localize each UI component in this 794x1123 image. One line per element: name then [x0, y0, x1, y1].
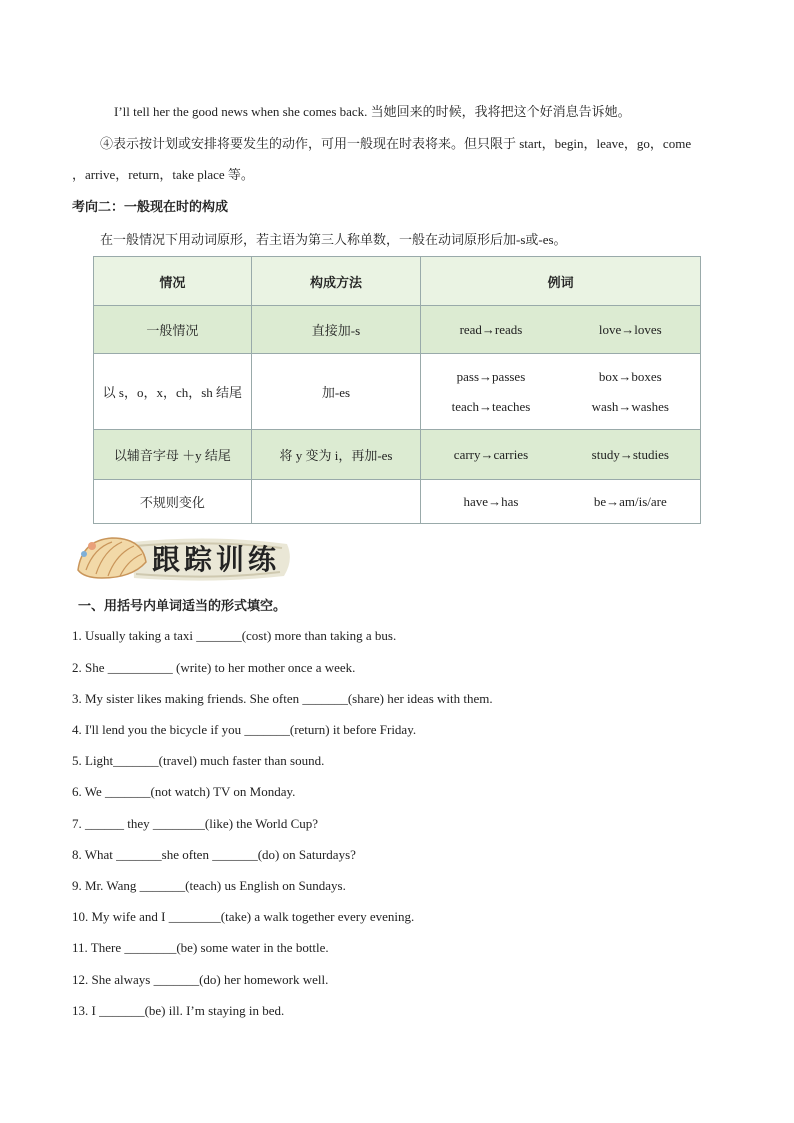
example-word: teach→teaches [451, 398, 531, 414]
row-method: 将 y 变为 i，再加-es [251, 430, 421, 480]
rule-4-line-2: ，arrive，return，take place 等。 [72, 167, 254, 182]
table-row [94, 306, 701, 354]
row-case: 不规则变化 [94, 480, 252, 524]
example-word: carry→carries [453, 446, 529, 462]
example-word: have→has [463, 493, 519, 509]
exercise-item: 10. My wife and I ________(take) a walk together every evening. [72, 909, 415, 924]
header-case: 情况 [94, 257, 252, 306]
row-examples [421, 354, 701, 430]
example-word: be→am/is/are [593, 493, 667, 509]
exercise-item: 5. Light_______(travel) much faster than sound. [72, 753, 325, 768]
exercise-item: 1. Usually taking a taxi _______(cost) more than taking a bus. [72, 628, 397, 643]
exercise-item: 2. She __________ (write) to her mother once a week. [72, 660, 356, 675]
exercise-item: 8. What _______she often _______(do) on Saturdays? [72, 847, 356, 862]
exercise-item: 12. She always _______(do) her homework well. [72, 972, 329, 987]
table-row [94, 480, 701, 524]
example-word: pass→passes [456, 368, 526, 384]
row-case: 以 s，o，x，ch，sh 结尾 [94, 354, 252, 430]
row-case: 以辅音字母 ＋y 结尾 [94, 430, 252, 480]
exercise-heading: 一、用括号内单词适当的形式填空。 [78, 599, 287, 614]
exercise-item: 11. There ________(be) some water in the bottle. [72, 940, 329, 955]
table-row [94, 430, 701, 480]
row-case: 一般情况 [94, 306, 252, 354]
row-examples [421, 306, 701, 354]
table-header-row [94, 257, 701, 306]
row-method [251, 480, 421, 524]
example-word: wash→washes [591, 398, 669, 414]
exercise-item: 9. Mr. Wang _______(teach) us English on Sundays. [72, 878, 346, 893]
exercise-item: 4. I'll lend you the bicycle if you _______(return) it before Friday. [72, 722, 417, 737]
exercise-item: 3. My sister likes making friends. She often _______(share) her ideas with them. [72, 691, 493, 706]
row-method: 直接加-s [251, 306, 421, 354]
exercise-item: 13. I _______(be) ill. I’m staying in bed. [72, 1003, 285, 1018]
conjugation-table [93, 256, 701, 524]
header-method: 构成方法 [251, 257, 421, 306]
example-word: love→loves [598, 321, 662, 337]
table-row [94, 354, 701, 430]
banner-title: 跟踪训练 [152, 543, 281, 576]
exercise-item: 7. ______ they ________(like) the World Cup? [72, 816, 319, 831]
header-examples: 例词 [421, 257, 701, 306]
row-method: 加-es [251, 354, 421, 430]
section-title: 考向二：一般现在时的构成 [72, 200, 229, 215]
row-examples [421, 480, 701, 524]
example-word: box→boxes [598, 368, 662, 384]
example-word: study→studies [591, 446, 669, 462]
row-examples [421, 430, 701, 480]
example-sentence: I’ll tell her the good news when she comes back. 当她回来的时候，我将把这个好消息告诉她。 [114, 104, 631, 119]
example-word: read→reads [459, 321, 523, 337]
section-description: 在一般情况下用动词原形，若主语为第三人称单数，一般在动词原形后加-s或-es。 [100, 232, 567, 247]
exercise-item: 6. We _______(not watch) TV on Monday. [72, 784, 296, 799]
rule-4-line-1: ④表示按计划或安排将要发生的动作，可用一般现在时表将来。但只限于 start，begin，leave，go，come [100, 136, 692, 151]
